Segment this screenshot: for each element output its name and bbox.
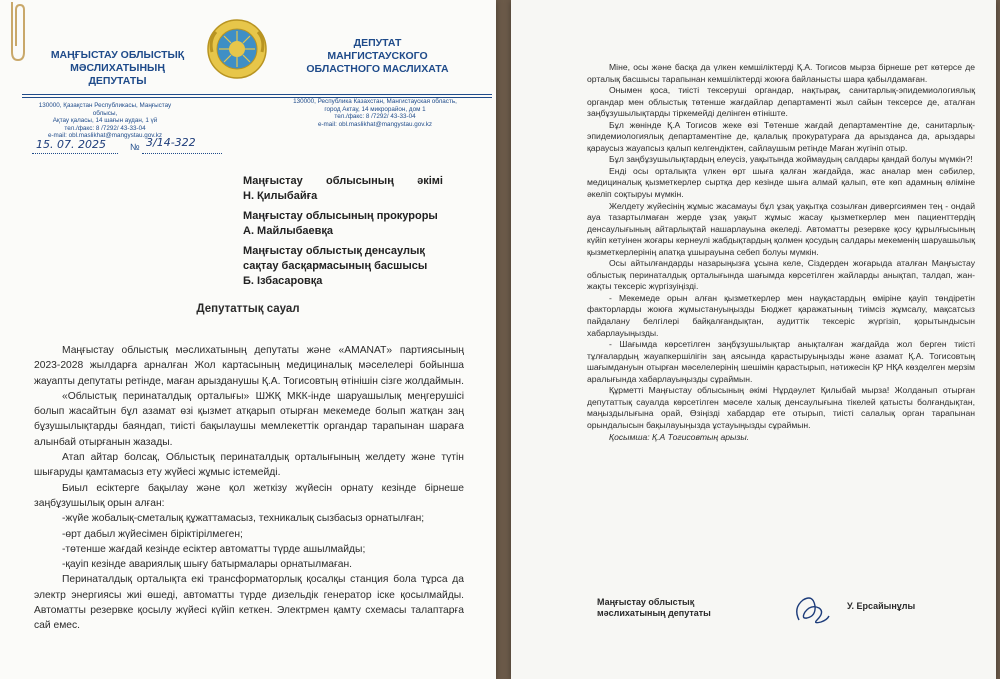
- address-line: тел./факс: 8 /7292/ 43-33-04: [64, 124, 146, 132]
- letter-body-page-1: [34, 343, 464, 634]
- recipient-word: Маңғыстау: [243, 175, 303, 187]
- signature-title: [597, 597, 711, 619]
- recipient-health: [243, 244, 427, 289]
- header-left-line: ДЕПУТАТЫ: [88, 75, 147, 87]
- address-line: e-mail: obl.maslikhat@mangystau.gov.kz: [47, 132, 163, 140]
- signer-name: У. Ерсайынұлы: [847, 601, 916, 611]
- recipient-akim-name: Н. Қилыбайға: [243, 190, 318, 202]
- body-paragraph: Атап айтар болсақ, Облыстық перинаталдық орталығының желдету және түтін шығаруды қамтамасыз ету жүйесі жұмыс істемейді.: [34, 452, 464, 479]
- address-left: [30, 102, 180, 140]
- body-paragraph: «Облыстық перинаталдық орталығы» ШЖҚ МКК-інде шаруашылық меңгерушісі болып жасайтын бұл азамат өзі қызмет атқарып отырған мекемеде болып жатқан заң бұзушылықтарды баяндап, тиісті бақылаушы мемлекеттік органдар тарапынан шараға алынбай отырғанын жазады.: [34, 390, 464, 448]
- number-line: [142, 153, 222, 154]
- body-paragraph: Бұл жөнінде Қ.А Тогисов жеке өзі Төтенше жағдай департаментіне де, санитарлық-эпидемиологиялық департаментіне де, қалалық прокуратураға да арызданса да, арыздары қараусыз жауапсыз қалып келгендіктен, сайлаушым ретінде Маған жүгініп отыр.: [587, 119, 975, 153]
- address-line: 130000, Қазақстан Республикасы, Маңғыстау облысы,: [38, 102, 172, 117]
- date-line: [32, 153, 118, 154]
- address-line: тел./факс: 8 /7292/ 43-33-04: [334, 113, 416, 121]
- header-left-line: МӘСЛИХАТЫНЫҢ: [70, 62, 165, 74]
- header-right-line: ОБЛАСТНОГО МАСЛИХАТА: [306, 63, 449, 75]
- recipient-word: облысының: [326, 175, 394, 187]
- recipient-health-title: сақтау басқармасының басшысы: [243, 260, 428, 272]
- signature-title-line: Маңғыстау облыстық: [597, 597, 695, 607]
- body-list-item: -төтенше жағдай кезінде есіктер автоматты түрде ашылмайды;: [62, 543, 366, 555]
- body-paragraph: Желдету жүйесінің жұмыс жасамауы бұл ұзақ уақытқа созылған дивергсиямен тең - ондай ауа тазартылмаған жерде ұзақ уақыт жұмыс жасау қызметкерлер мен пациенттердің денсаулығының айтарлықтай нашарлауына әкеледі. Автоматты резервке қосу құрылғысының күйіп кетуінен жоғары кернеулі жабдықтардың қолмен қосудың салдары мекеменің шаруашылық қызметкерлерінің апатқа ұшырауына себеп болуы мүмкін.: [587, 200, 975, 257]
- body-paragraph: Маңғыстау облыстық мәслихатының депутаты және «AMANAT» партиясының 2023-2028 жылдарға арналған Жол картасының медициналық мәселелері бойынша жауапты депутаты ретінде, маған арызданушы Қ.А. Тогисовтың өтінішін сізге жолдаймын.: [34, 345, 464, 387]
- header-right-line: ДЕПУТАТ: [353, 37, 402, 49]
- header-right-line: МАНГИСТАУСКОГО: [327, 50, 428, 62]
- body-list-item: -жүйе жобалық-сметалық құжаттамасыз, техникалық сызбасыз орнатылған;: [62, 513, 425, 525]
- recipient-prosecutor-title: Маңғыстау облысының прокуроры: [243, 210, 438, 222]
- body-paragraph: Бұл заңбұзушылықтардың елеусіз, уақытында жоймаудың салдары қандай болуы мүмкін?!: [609, 154, 973, 165]
- body-paragraph: Құрметті Маңғыстау облысының әкімі Нұрдәулет Қилыбай мырза! Жолданып отырған депутаттық сауалда көрсетілген мәселе халық денсаулығына тікелей қатысты болғандықтан, маңыздылығына орай, Өзіңізді хабардар ете отырып, тиісті салалық орган тарапынан орындалысын бақылауыңызда ұстауыңызды сұраймын.: [587, 385, 975, 430]
- handwritten-signature-icon: [791, 592, 831, 628]
- body-list-item: -өрт дабыл жүйесімен біріктірілмеген;: [62, 528, 243, 540]
- number-prefix: №: [130, 142, 140, 152]
- header-left-kk: [30, 49, 205, 88]
- letter-body-page-2: [587, 62, 975, 443]
- address-line: город Актау, 14 микрорайон, дом 1: [324, 105, 426, 113]
- document-title: Депутаттық сауал: [196, 303, 300, 315]
- body-paragraph: Осы айтылғандарды назарыңызға ұсына келе, Сіздерден жоғарыда аталған Маңғыстау облыстық перинаталдық орталығында шағымда көрсетілген жайларды анықтап, талдап, жан-жақты тексеріс жүргізуіңізді.: [587, 258, 975, 292]
- body-paragraph: Онымен қоса, тиісті тексеруші органдар, нақтырақ, санитарлық-эпидемиологиялық органдар мен облыстық төтенше жағдайлар департаменті жыл сайын тексерсе де, аталған заңбұзушылықтарды тіркемейді делінген өтініште.: [587, 85, 975, 119]
- letter-page-2: [511, 0, 996, 679]
- body-paragraph: Міне, осы және басқа да үлкен кемшіліктерді Қ.А. Тогисов мырза бірнеше рет көтерсе де орталық басшысы тарапынан кемшіліктерді жоюға байланысты шара қабылдамаған.: [587, 62, 975, 84]
- signature-title-line: мәслихатының депутаты: [597, 608, 711, 618]
- letter-page-1: [0, 0, 496, 679]
- address-line: Ақтау қаласы, 14 шағын аудан, 1 үй: [52, 117, 158, 125]
- recipient-health-title: Маңғыстау облыстық денсаулық: [243, 245, 425, 257]
- body-paragraph: Биыл есіктерге бақылау және қол жеткізу жүйесін орнату кезінде бірнеше заңбұзушылық орын алған:: [34, 482, 464, 509]
- header-left-line: МАҢҒЫСТАУ ОБЛЫСТЫҚ: [50, 49, 185, 61]
- address-line: e-mail: obl.maslikhat@mangystau.gov.kz: [317, 120, 433, 128]
- recipient-prosecutor: [243, 209, 438, 239]
- body-paragraph: Енді осы орталықта үлкен өрт шыға қалған жағдайда, жас аналар мен сәбилер, медициналық қызметкерлер сыртқа дер кезінде шыға алмай қалып, өте көп адамның өліміне әкеліп соқтыруы мүмкін.: [587, 165, 975, 200]
- address-right: [290, 98, 460, 128]
- recipient-akim-line1: [243, 174, 443, 189]
- number-handwritten: 3/14-322: [146, 136, 196, 149]
- date-handwritten: 15. 07. 2025: [36, 138, 106, 151]
- body-list-item: -қауіп кезінде авариялық шығу батырмалары орнатылмаған.: [62, 559, 353, 571]
- recipient-health-name: Б. Ізбасаровқа: [243, 275, 323, 287]
- recipient-akim: [243, 174, 443, 204]
- body-paragraph: Перинаталдық орталықта екі трансформаторлық қосалқы станция бола тұрса да электр энергиясы жиі өшеді, автоматты түрде дизельдік генератор іске қосылмайды. Автоматты резервке қосылу жүйесі күйіп кеткен. Электрмен қамту схемасы талаптарға сай емес.: [34, 574, 464, 632]
- address-line: 130000, Республика Казахстан, Мангистауская область,: [293, 98, 457, 105]
- paper-clip-icon: [4, 0, 32, 62]
- recipient-prosecutor-name: А. Майлыбаевқа: [243, 225, 334, 237]
- body-list-item: - Мекемеде орын алған қызметкерлер мен науқастардың өміріне қауіп төндіретін факторларды жоюға жұмыстануыңызды Бюджет қаражатының тиімсіз жұмсалу, мақсатсыз пайдалану белгілері байқалғандықтан, аудиттік тексеріс жүргізіп, қорытындысын хабарлауыңызды.: [587, 292, 975, 338]
- state-emblem-icon: [206, 18, 268, 80]
- header-rule: [22, 94, 492, 95]
- header-right-ru: [290, 37, 465, 76]
- recipient-word: әкімі: [417, 175, 443, 187]
- body-list-item: - Шағымда көрсетілген заңбұзушылықтар анықталған жағдайда жол берген тиісті тұлғалардың жауапкершілігін заң аясында қарастыруыңызды және азамат Қ.А. Тогисовтың шағымдануын отырған мәселелерінің шешімін қарастырып, нәтижесін ҚР НҚА көзделген мерзім аралығында хабарлауыңызды сұраймын.: [587, 339, 975, 384]
- attachment-note: Қосымша: Қ.А Тогисовтың арызы.: [609, 431, 750, 442]
